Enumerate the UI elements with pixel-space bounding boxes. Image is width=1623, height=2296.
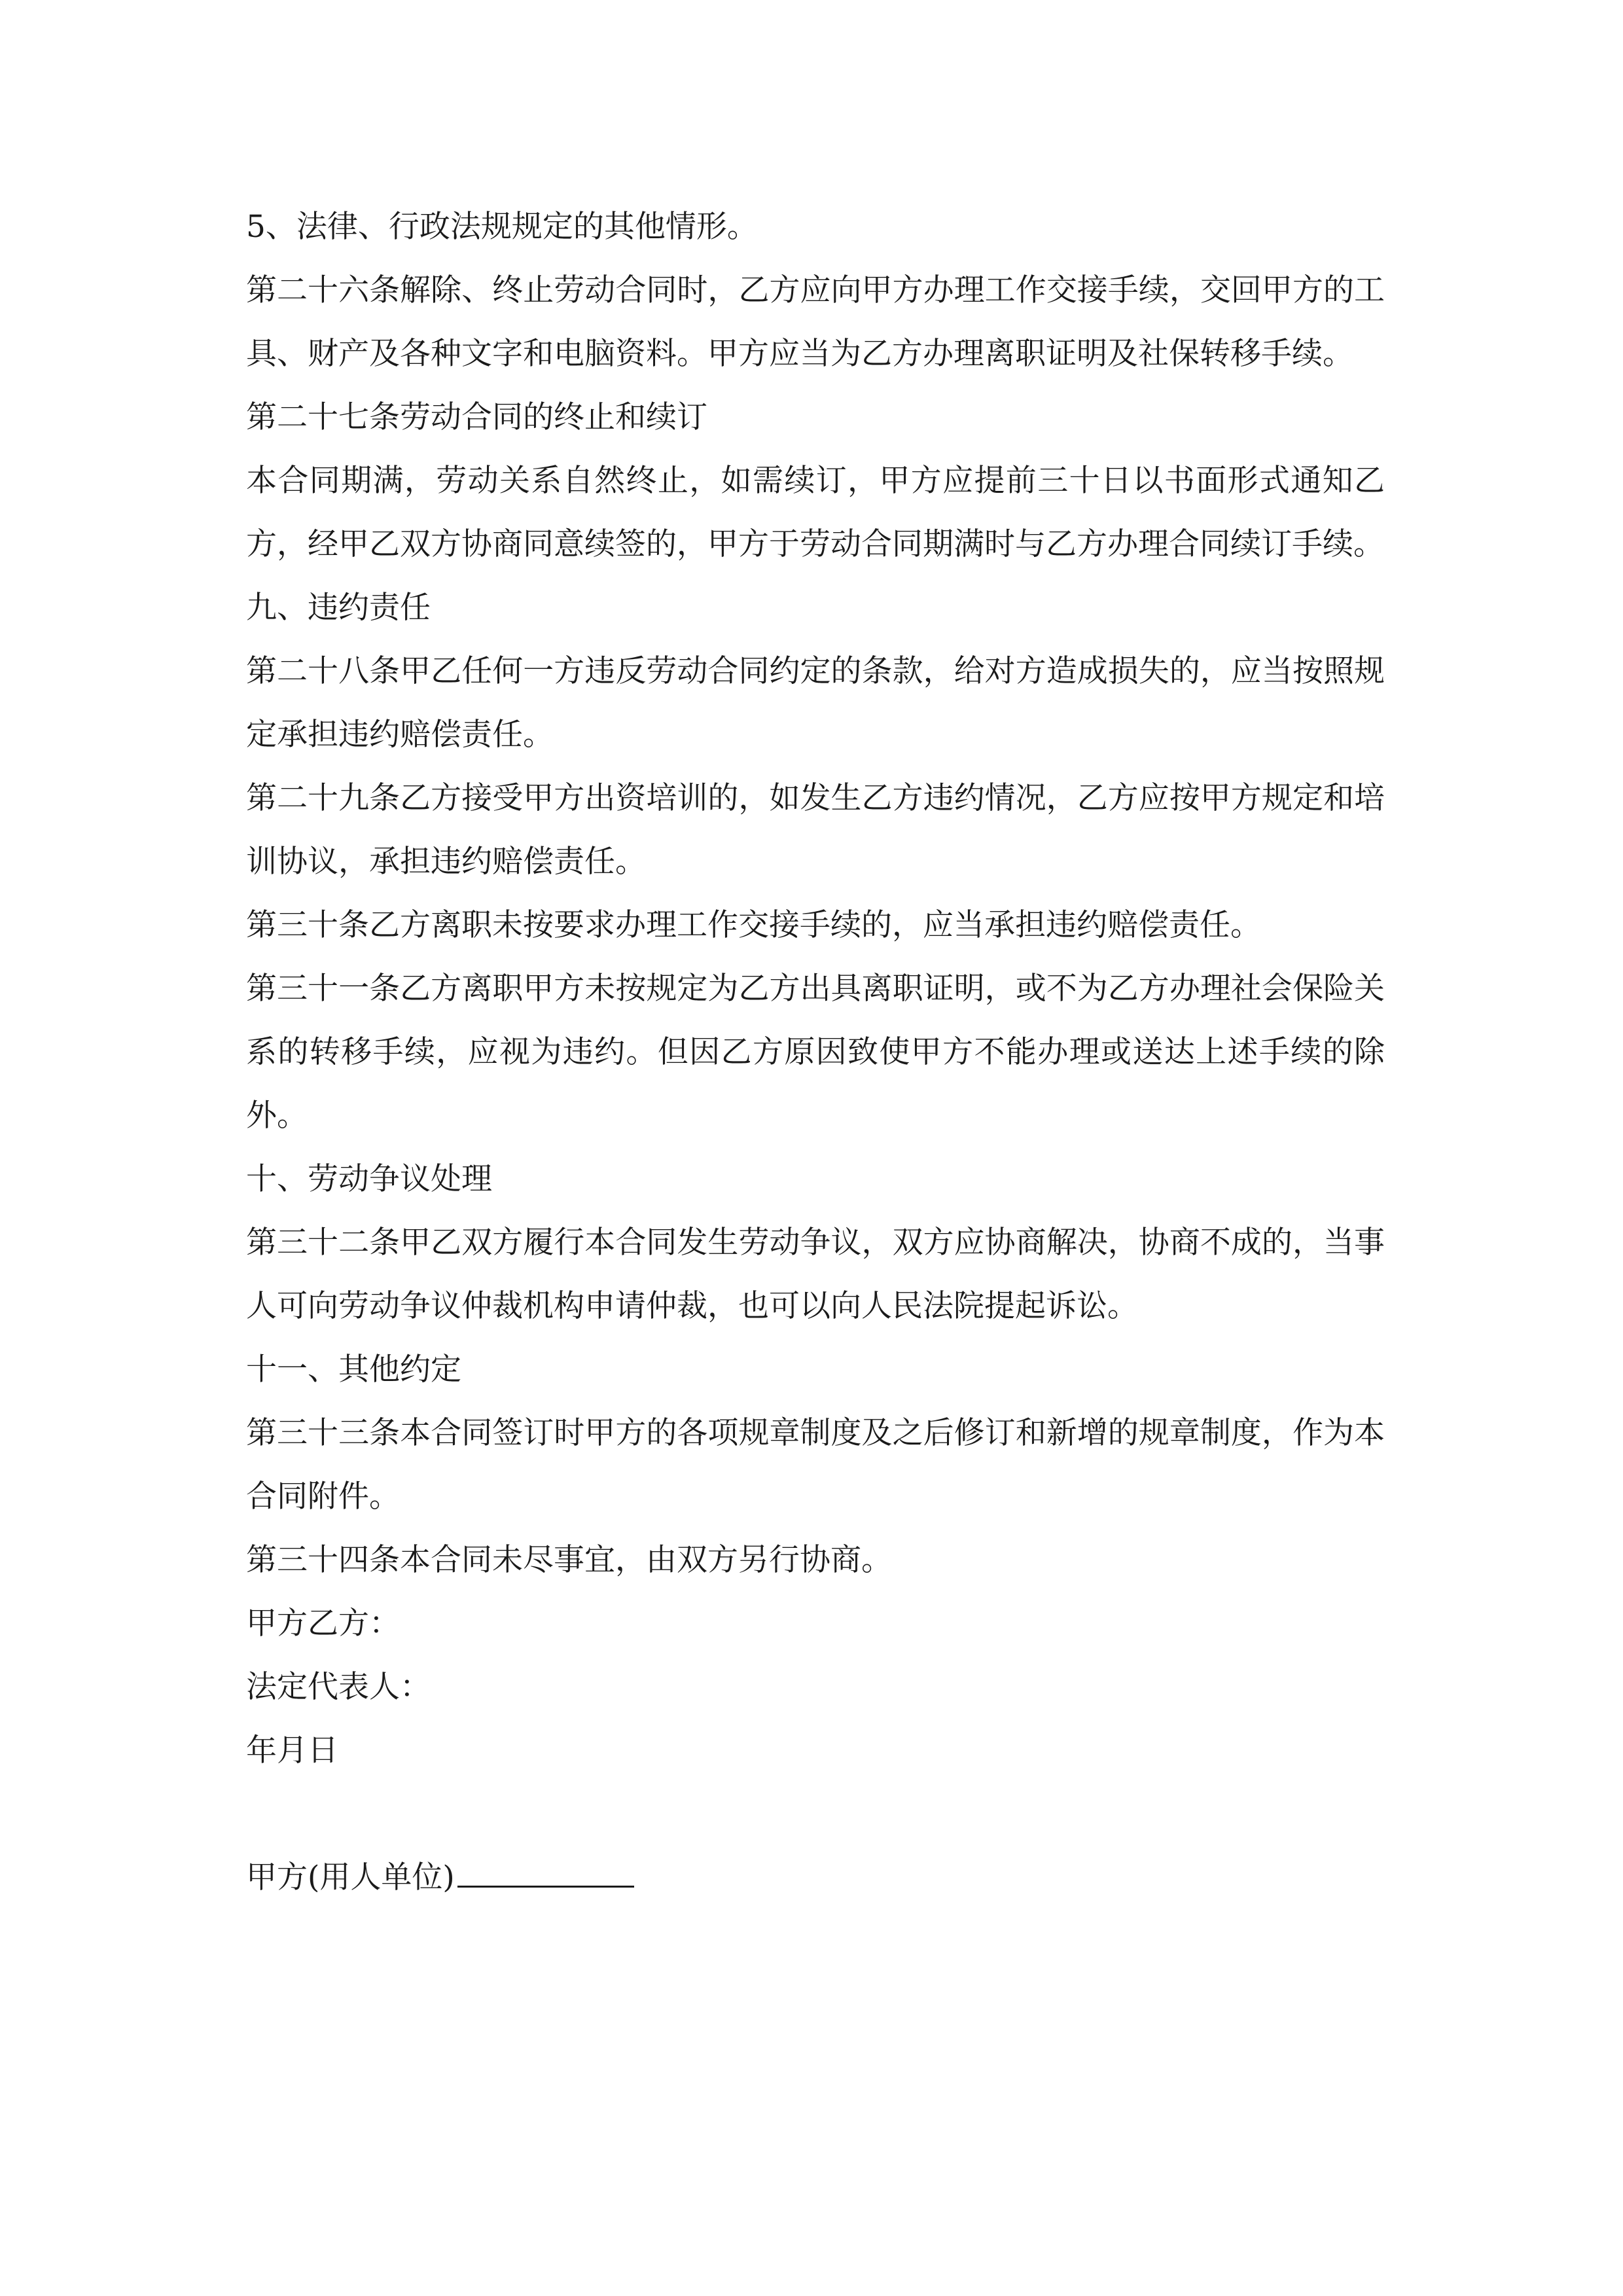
employer-signature-line bbox=[246, 1846, 1385, 1909]
date-line: 年月日 bbox=[246, 1732, 338, 1768]
paragraph: 第二十六条解除、终止劳动合同时，乙方应向甲方办理工作交接手续，交回甲方的工具、财产及各种文字和电脑资料。甲方应当为乙方办理离职证明及社保转移手续。 bbox=[246, 272, 1385, 372]
signature-blank bbox=[457, 1859, 634, 1888]
paragraph: 第三十条乙方离职未按要求办理工作交接手续的，应当承担违约赔偿责任。 bbox=[246, 907, 1261, 943]
paragraph: 第三十二条甲乙双方履行本合同发生劳动争议，双方应协商解决，协商不成的，当事人可向劳动争议仲裁机构申请仲裁，也可以向人民法院提起诉讼。 bbox=[246, 1225, 1385, 1324]
blank-spacer bbox=[246, 1782, 1385, 1846]
signature-parties: 甲方乙方： bbox=[246, 1605, 400, 1641]
section-heading: 第二十七条劳动合同的终止和续订 bbox=[246, 399, 707, 435]
employer-label: 甲方(用人单位) bbox=[246, 1859, 455, 1895]
paragraph: 5、法律、行政法规规定的其他情形。 bbox=[246, 209, 758, 245]
legal-representative: 法定代表人： bbox=[246, 1669, 431, 1705]
paragraph: 第二十八条甲乙任何一方违反劳动合同约定的条款，给对方造成损失的，应当按照规定承担违约赔偿责任。 bbox=[246, 653, 1385, 753]
paragraph: 第三十三条本合同签订时甲方的各项规章制度及之后修订和新增的规章制度，作为本合同附件。 bbox=[246, 1415, 1385, 1515]
paragraph: 第三十四条本合同未尽事宜，由双方另行协商。 bbox=[246, 1542, 892, 1578]
section-heading: 九、违约责任 bbox=[246, 590, 431, 626]
document-body bbox=[246, 195, 1385, 1909]
paragraph: 第二十九条乙方接受甲方出资培训的，如发生乙方违约情况，乙方应按甲方规定和培训协议，承担违约赔偿责任。 bbox=[246, 780, 1385, 880]
paragraph: 第三十一条乙方离职甲方未按规定为乙方出具离职证明，或不为乙方办理社会保险关系的转移手续，应视为违约。但因乙方原因致使甲方不能办理或送达上述手续的除外。 bbox=[246, 971, 1385, 1134]
section-heading: 十、劳动争议处理 bbox=[246, 1161, 492, 1197]
paragraph: 本合同期满，劳动关系自然终止，如需续订，甲方应提前三十日以书面形式通知乙方，经甲乙双方协商同意续签的，甲方于劳动合同期满时与乙方办理合同续订手续。 bbox=[246, 463, 1385, 562]
section-heading: 十一、其他约定 bbox=[246, 1352, 461, 1388]
